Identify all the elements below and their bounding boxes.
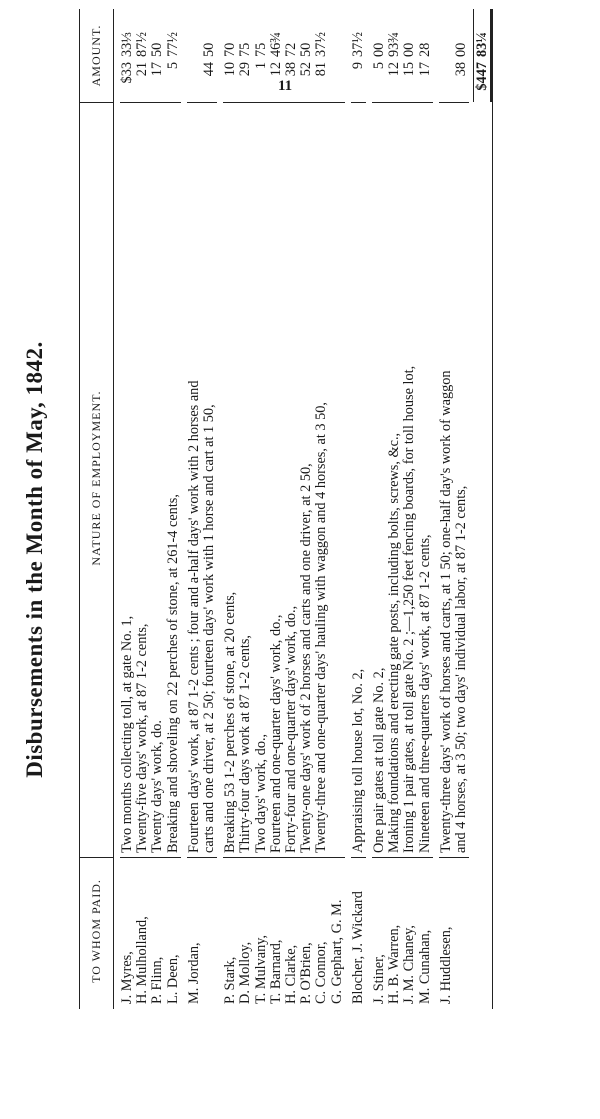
amount-dollars: 15 — [401, 62, 418, 77]
table-row — [284, 9, 299, 1009]
amount-dollars: 5 — [371, 62, 388, 70]
amount-cell — [387, 9, 402, 102]
table-row — [418, 9, 433, 1009]
total-row — [473, 9, 492, 1009]
amount-cell — [238, 9, 253, 102]
nature-of-employment-cell: Nineteen and three-quarters days' work, at 87 1-2 cents, — [418, 102, 433, 857]
whom-paid-cell: H. Clarke, — [284, 857, 299, 1009]
amount-cents: 37½ — [349, 31, 366, 57]
page-number: 11 — [278, 78, 293, 94]
amount-cents: 00 — [401, 42, 418, 57]
amount-cell — [330, 9, 345, 102]
amount-cell — [202, 9, 217, 102]
whom-paid-cell: P. Stark, — [223, 857, 238, 1009]
amount-cell — [439, 9, 454, 102]
amount-cell — [284, 9, 299, 102]
amount-dollars: 17 — [416, 62, 433, 77]
amount-dollars: 12 — [267, 62, 284, 77]
whom-paid-cell: G. Gephart, G. M. — [330, 857, 345, 1009]
whom-paid-cell: M. Jordan, — [187, 857, 202, 1009]
nature-of-employment-cell: Twenty-five days' work, at 87 1-2 cents, — [135, 102, 150, 857]
amount-cents: 93¾ — [386, 31, 403, 57]
amount-cell — [166, 9, 181, 102]
whom-paid-cell: J. Stiner, — [372, 857, 387, 1009]
amount-cents: 87½ — [134, 31, 151, 57]
table-row — [454, 9, 469, 1009]
amount-cents: 33⅓ — [119, 31, 135, 57]
amount-dollars: 38 — [453, 62, 470, 77]
amount-dollars: 12 — [386, 62, 403, 77]
table-row — [254, 9, 269, 1009]
whom-paid-cell: T. Barnard, — [269, 857, 284, 1009]
amount-dollars: 5 — [164, 62, 181, 70]
amount-cell — [299, 9, 314, 102]
whom-paid-cell: P. Flinn, — [150, 857, 165, 1009]
amount-dollars: 81 — [313, 62, 330, 77]
whom-paid-cell: J. M. Chaney, — [402, 857, 417, 1009]
table-row — [135, 9, 150, 1009]
amount-cell — [120, 9, 135, 102]
amount-cents: 37½ — [313, 31, 330, 57]
amount-cell — [254, 9, 269, 102]
table-row — [372, 9, 387, 1009]
table-row — [150, 9, 165, 1009]
amount-cents: 70 — [222, 42, 239, 57]
nature-of-employment-cell: Twenty-three days' work of horses and carts, at 1 50; one-half day's work of waggon — [439, 102, 454, 857]
header-amount: AMOUNT. — [89, 24, 103, 87]
amount-cell — [418, 9, 433, 102]
whom-paid-cell: L. Deen, — [166, 857, 181, 1009]
whom-paid-cell: C. Connor, — [314, 857, 329, 1009]
amount-cents: 72 — [283, 42, 300, 57]
amount-cell — [402, 9, 417, 102]
amount-cell — [150, 9, 165, 102]
total-dollars: $447 — [474, 62, 491, 91]
amount-dollars: 52 — [298, 62, 315, 77]
nature-of-employment-cell: Appraising toll house lot, No. 2, — [351, 102, 366, 857]
whom-paid-cell: H. Mulholland, — [135, 857, 150, 1009]
amount-cell — [135, 9, 150, 102]
table-row — [299, 9, 314, 1009]
table-row — [202, 9, 217, 1009]
table-row — [439, 9, 454, 1009]
table-row — [351, 9, 366, 1009]
table-row — [402, 9, 417, 1009]
amount-dollars: 21 — [134, 62, 151, 77]
total-cents: 83¼ — [474, 31, 491, 57]
nature-of-employment-cell: One pair gates at toll gate No. 2, — [372, 102, 387, 857]
table-row — [238, 9, 253, 1009]
amount-cell — [454, 9, 469, 102]
nature-of-employment-cell: Forty-four and one-quarter days' work, do., — [284, 102, 299, 857]
amount-dollars: 29 — [237, 62, 254, 77]
whom-paid-cell: M. Cunahan, — [418, 857, 433, 1009]
nature-of-employment-cell: Making foundations and erecting gate posts, including bolts, screws, &c., — [387, 102, 402, 857]
table-row — [166, 9, 181, 1009]
nature-of-employment-cell: carts and one driver, at 2 50; fourteen days' work with 1 horse and cart at 1 50, — [202, 102, 217, 857]
amount-cents: 50 — [149, 42, 166, 57]
amount-dollars: 38 — [283, 62, 300, 77]
amount-dollars: 17 — [149, 62, 166, 77]
header-nature-of-employment: NATURE OF EMPLOYMENT. — [80, 102, 113, 857]
whom-paid-cell: J. Huddlesen, — [439, 857, 454, 1009]
amount-dollars: $33 — [119, 62, 135, 84]
table-row — [314, 9, 329, 1009]
amount-cents: 50 — [201, 42, 218, 57]
whom-paid-cell — [454, 857, 469, 1009]
table-row — [330, 9, 345, 1009]
amount-cell — [187, 9, 202, 102]
amount-cents: 75 — [237, 42, 254, 57]
nature-of-employment-cell: Fourteen days' work, at 87 1-2 cents ; four and a-half days' work with 2 horses and — [187, 102, 202, 857]
nature-of-employment-cell: Breaking and shoveling on 22 perches of stone, at 261-4 cents, — [166, 102, 181, 857]
nature-of-employment-cell: and 4 horses, at 3 50; two days' individual labor, at 87 1-2 cents, — [454, 102, 469, 857]
whom-paid-cell — [202, 857, 217, 1009]
amount-cell — [223, 9, 238, 102]
amount-cell — [269, 9, 284, 102]
table-header — [80, 9, 114, 1009]
whom-paid-cell: D. Molloy, — [238, 857, 253, 1009]
amount-dollars: 44 — [201, 62, 218, 77]
amount-cents: 00 — [371, 42, 388, 57]
nature-of-employment-cell: Two days' work, do., — [254, 102, 269, 857]
amount-cell — [314, 9, 329, 102]
total-amount — [473, 9, 492, 102]
nature-of-employment-cell: Two months collecting toll, at gate No. 1, — [120, 102, 135, 857]
nature-of-employment-cell: Twenty-three and one-quarter days' hauling with waggon and 4 horses, at 3 50, — [314, 102, 329, 857]
amount-cents: 50 — [298, 42, 315, 57]
table-row — [223, 9, 238, 1009]
header-whom-paid: TO WHOM PAID. — [80, 857, 113, 1009]
amount-dollars: 10 — [222, 62, 239, 77]
table-row — [187, 9, 202, 1009]
amount-cents: 00 — [453, 42, 470, 57]
table-row — [120, 9, 135, 1009]
table-row — [387, 9, 402, 1009]
whom-paid-cell: H. B. Warren, — [387, 857, 402, 1009]
amount-dollars: 1 — [252, 62, 269, 70]
nature-of-employment-cell: Fourteen and one-quarter days' work, do., — [269, 102, 284, 857]
amount-cents: 46¾ — [267, 31, 284, 57]
disbursements-table — [79, 9, 493, 1009]
whom-paid-cell: T. Mulvany, — [254, 857, 269, 1009]
nature-of-employment-cell: Twenty-one days' work of 2 horses and carts and one driver, at 2 50, — [299, 102, 314, 857]
amount-cell — [351, 9, 366, 102]
whom-paid-cell: P. O'Brien, — [299, 857, 314, 1009]
nature-of-employment-cell — [330, 102, 345, 857]
nature-of-employment-cell: Breaking 53 1-2 perches of stone, at 20 cents, — [223, 102, 238, 857]
table-body — [114, 9, 473, 1009]
whom-paid-cell: Blocher, J. Wickard — [351, 857, 366, 1009]
nature-of-employment-cell: Ironing 1 pair gates, at toll gate No. 2 ;—1,250 feet fencing boards, for toll house lot, — [402, 102, 417, 857]
page-title: Disbursements in the Month of May, 1842. — [22, 341, 47, 778]
amount-cents: 28 — [416, 42, 433, 57]
amount-dollars: 9 — [349, 62, 366, 70]
amount-cents: 77½ — [164, 31, 181, 57]
table-row — [269, 9, 284, 1009]
whom-paid-cell: J. Myres, — [120, 857, 135, 1009]
nature-of-employment-cell: Twenty days' work, do. — [150, 102, 165, 857]
amount-cell — [372, 9, 387, 102]
amount-cents: 75 — [252, 42, 269, 57]
nature-of-employment-cell: Thirty-four days work at 87 1-2 cents, — [238, 102, 253, 857]
